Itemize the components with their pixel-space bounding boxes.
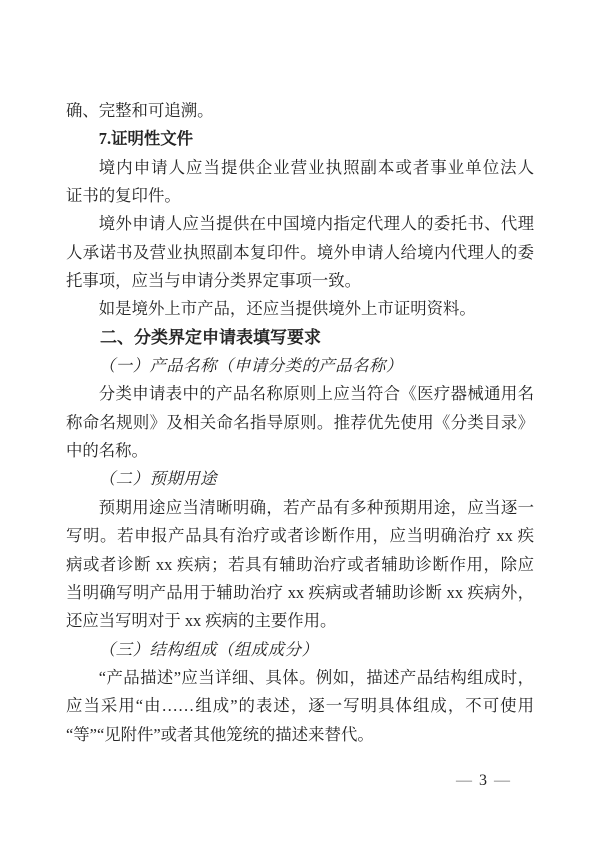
text-line: 病或者诊断 xx 疾病；若具有辅助治疗或者辅助诊断作用，除应 [66,554,534,574]
text-line: 中的名称。 [66,441,148,461]
page-number [456,771,510,791]
text-line: 托事项，应当与申请分类界定事项一致。 [66,271,362,291]
text-line: 二、分类界定申请表填写要求 [100,327,321,347]
text-line: 写明。若申报产品具有治疗或者诊断作用，应当明确治疗 xx 疾 [66,526,534,546]
text-line: 证书的复印件。 [66,186,181,206]
text-line: 如是境外上市产品，还应当提供境外上市证明资料。 [98,299,476,319]
text-line: 7.证明性文件 [98,129,194,149]
text-line: （三）结构组成（组成成分） [98,639,319,659]
text-line: 当明确写明产品用于辅助治疗 xx 疾病或者辅助诊断 xx 疾病外， [66,582,534,602]
page-number-dash-right: — [494,772,510,789]
text-line: “产品描述”应当详细、具体。例如，描述产品结构组成时， [98,667,534,687]
text-line: 境外申请人应当提供在中国境内指定代理人的委托书、代理 [98,214,534,234]
text-line: （一）产品名称（申请分类的产品名称） [98,356,403,376]
text-line: （二）预期用途 [98,469,218,489]
document-body [66,97,534,749]
text-line: 确、完整和可追溯。 [66,101,214,120]
text-line: 称命名规则》及相关命名指导原则。推荐优先使用《分类目录》 [66,412,534,432]
page-number-dash-left: — [456,772,472,789]
page-number-value: 3 [479,772,487,789]
text-line: “等”“见附件”或者其他笼统的描述来替代。 [66,724,374,744]
text-line: 分类申请表中的产品名称原则上应当符合《医疗器械通用名 [98,384,534,404]
text-line: 还应当写明对于 xx 疾病的主要作用。 [66,611,337,631]
text-line: 预期用途应当清晰明确，若产品有多种预期用途，应当逐一 [98,497,534,517]
text-line: 人承诺书及营业执照副本复印件。境外申请人给境内代理人的委 [66,242,534,262]
text-line: 应当采用“由……组成”的表述，逐一写明具体组成，不可使用 [66,696,534,716]
text-line: 境内申请人应当提供企业营业执照副本或者事业单位法人 [98,157,534,177]
